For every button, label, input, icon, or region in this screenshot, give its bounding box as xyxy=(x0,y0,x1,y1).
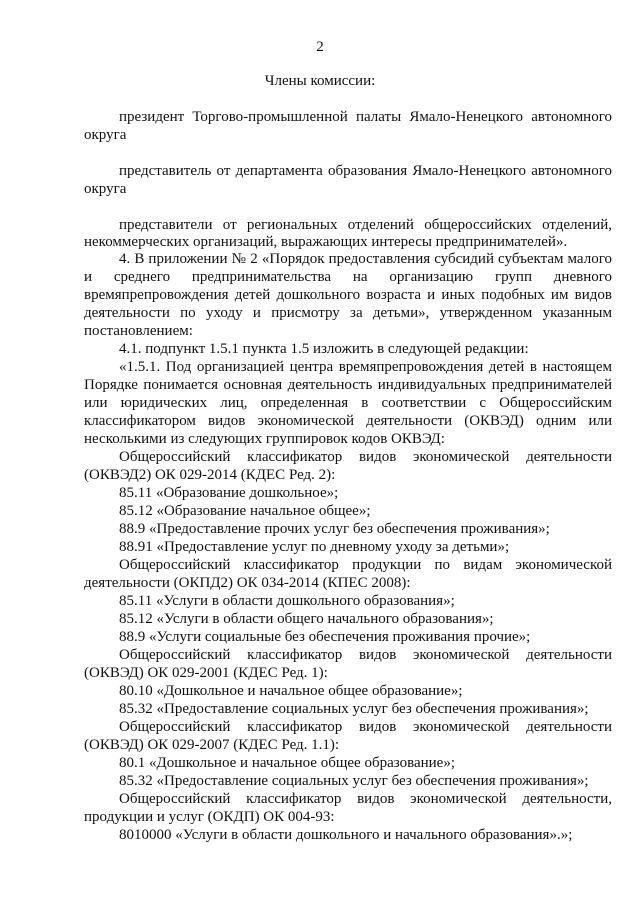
text-line: 8010000 «Услуги в области дошкольного и начального образования».»; xyxy=(119,827,573,843)
text-line: несколькими из следующих группировок кодов ОКВЭД: xyxy=(84,431,445,447)
text-line: президент Торгово-промышленной палаты Ямало-Ненецкого автономного xyxy=(119,109,612,125)
text-line: округа xyxy=(84,127,127,143)
text-line: Общероссийский классификатор видов экономической деятельности xyxy=(119,449,612,465)
text-line: 88.9 «Услуги социальные без обеспечения проживания прочие»; xyxy=(119,629,531,645)
text-line: постановлением: xyxy=(84,323,193,339)
text-line: 88.91 «Предоставление услуг по дневному уходу за детьми»; xyxy=(119,539,510,555)
text-line: Порядке понимается основная деятельность индивидуальных предпринимателей xyxy=(84,377,612,393)
text-line: округа xyxy=(84,181,127,197)
text-line: и среднего предпринимательства на организацию групп дневного xyxy=(84,269,612,285)
text-line: деятельности (ОКПД2) ОК 034-2014 (КПЕС 2008): xyxy=(84,575,411,591)
text-line: Общероссийский классификатор видов экономической деятельности xyxy=(119,719,612,735)
text-line: представитель от департамента образования Ямало-Ненецкого автономного xyxy=(119,163,612,179)
page-number: 2 xyxy=(316,39,324,55)
text-line: Общероссийский классификатор продукции по видам экономической xyxy=(119,557,612,573)
text-line: 85.32 «Предоставление социальных услуг без обеспечения проживания»; xyxy=(119,701,589,717)
text-line: (ОКВЭД) ОК 029-2001 (КДЕС Ред. 1): xyxy=(84,665,328,681)
text-line: или юридических лиц, определенная в соответствии с Общероссийским xyxy=(84,395,612,411)
text-line: времяпрепровождения детей дошкольного возраста и иных подобных им видов xyxy=(84,287,612,303)
text-line: 85.11 «Услуги в области дошкольного образования»; xyxy=(119,593,455,609)
text-line: представители от региональных отделений общероссийских отделений, xyxy=(119,217,612,233)
text-line: 88.9 «Предоставление прочих услуг без обеспечения проживания»; xyxy=(119,521,550,537)
text-line: «1.5.1. Под организацией центра времяпрепровождения детей в настоящем xyxy=(119,359,612,375)
text-line: 4.1. подпункт 1.5.1 пункта 1.5 изложить в следующей редакции: xyxy=(119,341,529,357)
text-line: 85.11 «Образование дошкольное»; xyxy=(119,485,339,501)
text-line: (ОКВЭД) ОК 029-2007 (КДЕС Ред. 1.1): xyxy=(84,737,340,753)
text-line: 80.10 «Дошкольное и начальное общее образование»; xyxy=(119,683,463,699)
text-line: 85.32 «Предоставление социальных услуг без обеспечения проживания»; xyxy=(119,773,589,789)
text-line: классификатором видов экономической деятельности (ОКВЭД) одним или xyxy=(84,413,612,429)
text-line: некоммерческих организаций, выражающих интересы предпринимателей». xyxy=(84,234,568,250)
commission-heading: Члены комиссии: xyxy=(264,73,376,89)
text-line: 4. В приложении № 2 «Порядок предоставления субсидий субъектам малого xyxy=(119,251,612,267)
text-line: (ОКВЭД2) ОК 029-2014 (КДЕС Ред. 2): xyxy=(84,467,336,483)
text-line: 85.12 «Услуги в области общего начального образования»; xyxy=(119,611,494,627)
text-line: 80.1 «Дошкольное и начальное общее образование»; xyxy=(119,755,455,771)
text-line: 85.12 «Образование начальное общее»; xyxy=(119,503,371,519)
text-line: деятельности по уходу и присмотру за детьми», утвержденном указанным xyxy=(84,305,612,321)
text-line: продукции и услуг (ОКДП) ОК 004-93: xyxy=(84,809,335,825)
text-line: Общероссийский классификатор видов экономической деятельности xyxy=(119,647,612,663)
text-line: Общероссийский классификатор видов экономической деятельности, xyxy=(119,791,612,807)
